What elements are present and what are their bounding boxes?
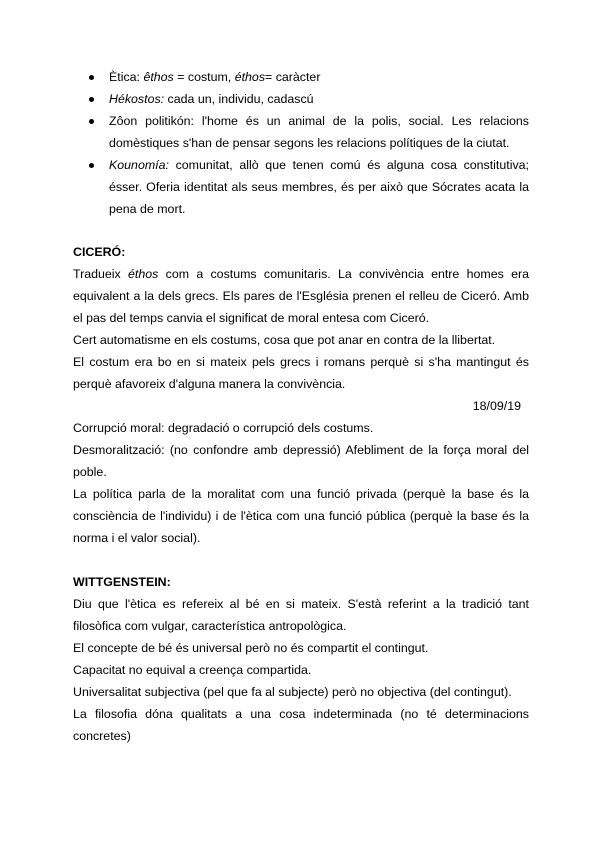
entry-date: 18/09/19 (472, 399, 521, 413)
text-run: = caràcter (265, 70, 321, 84)
definitions-list (73, 66, 529, 220)
bullet-icon (89, 163, 94, 168)
cicero-paragraph-2: Cert automatisme en els costums, cosa que pot anar en contra de la llibertat. (73, 333, 496, 347)
text-run: Zôon politikón: l'home és un animal de la polis, social. Les relacions domèstiques s'han de pensar segons les relacions polítiques de la ciutat. (109, 114, 529, 150)
italic-term: êthos (143, 70, 174, 84)
bullet-icon (89, 97, 94, 102)
bullet-icon (89, 119, 94, 124)
wittgenstein-paragraph-5: La filosofia dóna qualitats a una cosa indeterminada (no té determinacions concretes) (73, 707, 529, 743)
list-item (73, 110, 529, 154)
text-run: cada un, individu, cadascú (164, 92, 314, 106)
text-run: Ètica: (109, 70, 144, 84)
bullet-icon (89, 75, 94, 80)
cicero-heading: CICERÓ: (73, 245, 126, 259)
cicero-paragraph-3: El costum era bo en si mateix pels grecs i romans perquè si s'ha mantingut és perquè afavoreix d'alguna manera la convivència. (73, 355, 529, 391)
text-run: comunitat, allò que tenen comú és alguna cosa constitutiva; ésser. Oferia identitat als seus membres, és per això que Sócrates acata la pena de mort. (109, 158, 529, 216)
cicero-paragraph-1 (73, 263, 529, 329)
wittgenstein-paragraph-2: El concepte de bé és universal però no és compartit el contingut. (73, 641, 429, 655)
document-page (73, 66, 529, 747)
wittgenstein-paragraph-1: Diu que l'ètica es refereix al bé en si mateix. S'està referint a la tradició tant filosòfica com vulgar, característica antropològica. (73, 597, 529, 633)
list-item (73, 154, 529, 220)
italic-term: éthos (128, 267, 159, 281)
list-item (73, 88, 529, 110)
italic-term: éthos (234, 70, 266, 84)
italic-term: Hékostos: (109, 92, 165, 106)
text-run: = costum, (173, 70, 235, 84)
list-item (73, 66, 529, 88)
cicero-paragraph-6: La política parla de la moralitat com una funció privada (perquè la base és la consciència de l'individu) i de l'ètica com una funció pública (perquè la base és la norma i el valor social). (73, 487, 529, 545)
cicero-paragraph-4: Corrupció moral: degradació o corrupció dels costums. (73, 421, 374, 435)
wittgenstein-paragraph-4: Universalitat subjectiva (pel que fa al subjecte) però no objectiva (del contingut). (73, 685, 512, 699)
italic-term: Kounomía: (109, 158, 169, 172)
wittgenstein-heading: WITTGENSTEIN: (73, 575, 171, 589)
cicero-paragraph-5: Desmoralització: (no confondre amb depressió) Afebliment de la força moral del poble. (73, 443, 529, 479)
text-run: com a costums comunitaris. La convivència entre homes era equivalent a la dels grecs. Els pares de l'Església prenen el relleu de Ciceró. Amb el pas del temps canvia el significat de moral entesa com Ciceró. (73, 267, 529, 325)
text-run: Tradueix (73, 267, 129, 281)
wittgenstein-paragraph-3: Capacitat no equival a creença compartida. (73, 663, 312, 677)
